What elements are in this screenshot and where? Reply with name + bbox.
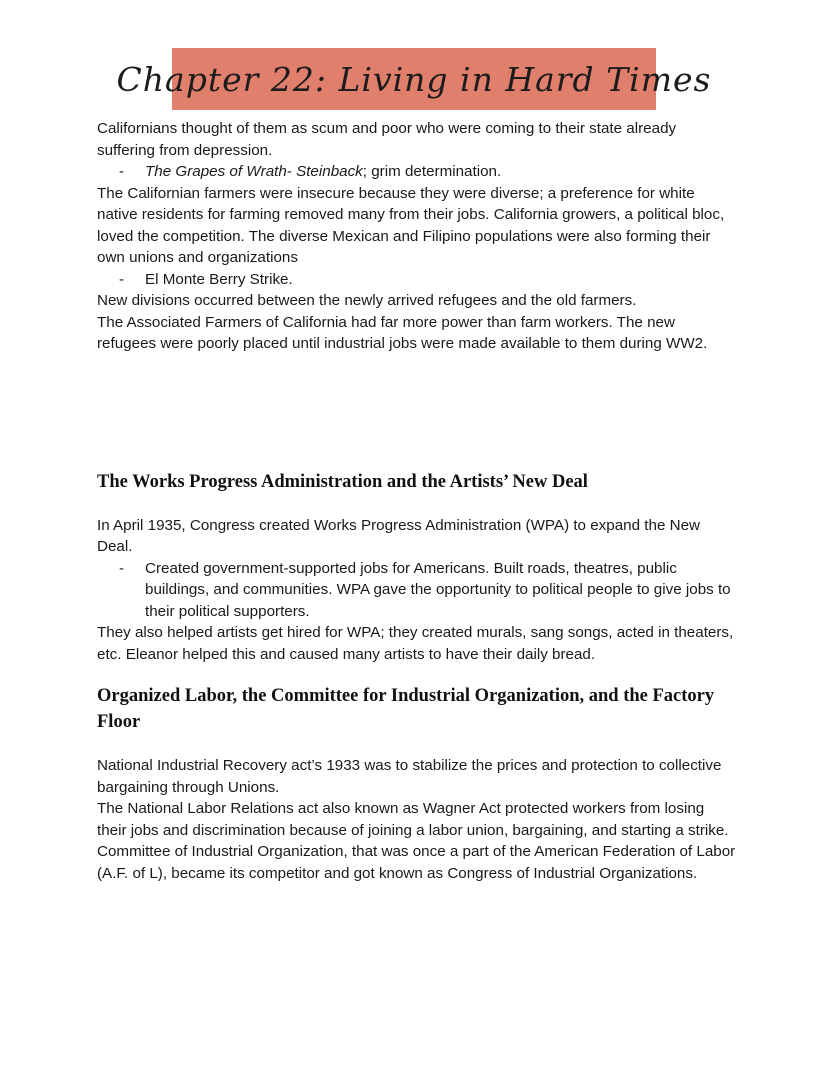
bullet-text: Created government-supported jobs for Americans. Built roads, theatres, public buildings, and communities. WPA gave the opportunity to political people to give jobs to their political supporters. <box>145 559 731 620</box>
paragraph: The National Labor Relations act also known as Wagner Act protected workers from losing their jobs and discrimination because of joining a labor union, bargaining, and starting a strike. <box>97 800 729 839</box>
bullet-item <box>97 161 737 183</box>
paragraph: Californians thought of them as scum and poor who were coming to their state already suffering from depression. <box>97 120 677 159</box>
spacer <box>97 355 737 469</box>
book-title: The Grapes of Wrath- Steinback <box>145 163 363 180</box>
bullet-text: El Monte Berry Strike. <box>145 270 293 288</box>
section-heading: Organized Labor, the Committee for Industrial Organization, and the Factory Floor <box>97 686 715 732</box>
section-heading: The Works Progress Administration and the Artists’ New Deal <box>97 471 588 492</box>
paragraph: Committee of Industrial Organization, that was once a part of the American Federation of Labor (A.F. of L), became its competitor and got known as Congress of Industrial Organizations. <box>97 843 736 882</box>
bullet-item <box>97 269 737 291</box>
chapter-banner <box>116 48 712 110</box>
document-body <box>97 118 737 884</box>
paragraph: New divisions occurred between the newly arrived refugees and the old farmers. <box>97 292 637 309</box>
chapter-title: Chapter 22: Living in Hard Times <box>116 59 712 99</box>
bullet-marker: - <box>119 270 125 288</box>
paragraph: National Industrial Recovery act’s 1933 was to stabilize the prices and protection to collective bargaining through Unions. <box>97 757 722 796</box>
paragraph: The Associated Farmers of California had far more power than farm workers. The new refugees were poorly placed until industrial jobs were made available to them during WW2. <box>97 313 708 352</box>
paragraph: They also helped artists get hired for WPA; they created murals, sang songs, acted in theaters, etc. Eleanor helped this and caused many artists to have their daily bread. <box>97 624 734 663</box>
bullet-marker: - <box>119 559 125 577</box>
bullet-text: ; grim determination. <box>362 163 502 180</box>
bullet-item <box>97 558 737 623</box>
paragraph: In April 1935, Congress created Works Progress Administration (WPA) to expand the New Deal. <box>97 516 700 555</box>
bullet-marker: - <box>119 163 125 180</box>
paragraph: The Californian farmers were insecure because they were diverse; a preference for white native residents for farming removed many from their jobs. California growers, a political bloc, loved the competition. The diverse Mexican and Filipino populations were also forming their own unions and organizations <box>97 184 725 266</box>
